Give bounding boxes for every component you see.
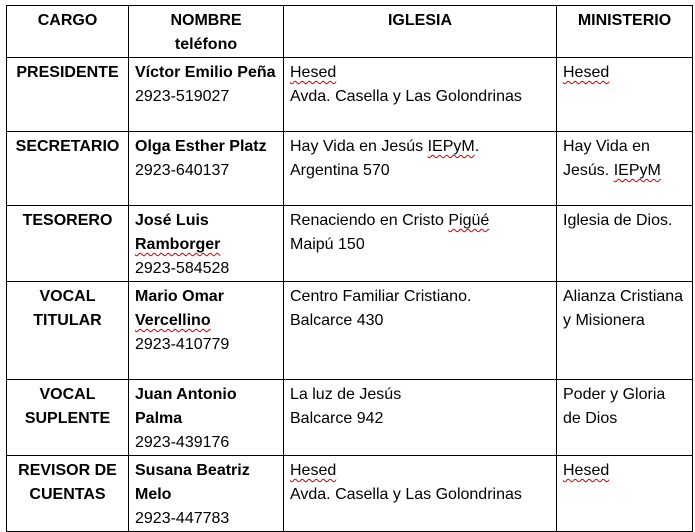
member-name: José Luis Ramborger [135, 212, 221, 253]
member-name: Mario Omar Vercellino [135, 288, 224, 329]
cargo-text: TESORERO [22, 212, 113, 229]
iglesia-cell [284, 282, 557, 380]
ministerio-cell [557, 282, 693, 380]
iglesia-text: Centro Familiar Cristiano. [290, 288, 472, 305]
ministerio-cell [557, 206, 693, 282]
member-phone: 2923-439176 [135, 434, 230, 451]
iglesia-text: Hesed [290, 462, 337, 479]
cargo-cell [7, 132, 129, 206]
ministerio-cell [557, 132, 693, 206]
header-cargo: CARGO [7, 6, 129, 58]
header-nombre-line1: NOMBRE [170, 12, 242, 29]
cargo-cell [7, 282, 129, 380]
header-nombre-line2: teléfono [174, 36, 238, 53]
member-name: Juan Antonio Palma [135, 386, 237, 427]
member-name: Olga Esther Platz [135, 138, 267, 155]
cargo-text: VOCAL [39, 288, 96, 305]
member-phone: 2923-447783 [135, 510, 230, 527]
nombre-cell [129, 456, 284, 532]
ministerio-cell [557, 380, 693, 456]
iglesia-text: Argentina 570 [290, 162, 390, 179]
member-phone: 2923-519027 [135, 88, 230, 105]
nombre-cell [129, 282, 284, 380]
table-row [7, 58, 693, 132]
table-row [7, 456, 693, 532]
member-name: Víctor Emilio Peña [135, 64, 276, 81]
iglesia-cell [284, 380, 557, 456]
cargo-text: CUENTAS [29, 486, 106, 503]
iglesia-text: Avda. Casella y Las Golondrinas [290, 88, 522, 105]
iglesia-text: Hesed [290, 64, 337, 81]
iglesia-text: Balcarce 942 [290, 410, 384, 427]
table-row [7, 282, 693, 380]
iglesia-cell [284, 58, 557, 132]
cargo-cell [7, 380, 129, 456]
iglesia-cell [284, 456, 557, 532]
ministerio-cell [557, 456, 693, 532]
iglesia-text: La luz de Jesús [290, 386, 402, 403]
header-row [7, 6, 693, 58]
iglesia-text: Renaciendo en Cristo Pigüé [290, 212, 490, 229]
iglesia-text: Avda. Casella y Las Golondrinas [290, 486, 522, 503]
cargo-text: PRESIDENTE [16, 64, 119, 81]
member-name: Susana Beatriz Melo [135, 462, 250, 503]
ministerio-text: Iglesia de Dios. [563, 212, 673, 229]
iglesia-text: Balcarce 430 [290, 312, 384, 329]
cargo-cell [7, 456, 129, 532]
member-phone: 2923-584528 [135, 260, 230, 277]
iglesia-text: Maipú 150 [290, 236, 365, 253]
ministerio-text: Alianza Cristiana y Misionera [563, 288, 684, 329]
cargo-text: VOCAL [39, 386, 96, 403]
directory-table [6, 5, 693, 532]
cargo-text: REVISOR DE [18, 462, 117, 479]
table-row [7, 206, 693, 282]
cargo-text: SUPLENTE [24, 410, 111, 427]
member-phone: 2923-640137 [135, 162, 230, 179]
nombre-cell [129, 206, 284, 282]
iglesia-cell [284, 132, 557, 206]
cargo-cell [7, 206, 129, 282]
ministerio-text: Hesed [563, 64, 610, 81]
header-ministerio: MINISTERIO [557, 6, 693, 58]
iglesia-cell [284, 206, 557, 282]
ministerio-text: Hay Vida en Jesús. IEPyM [563, 138, 661, 179]
ministerio-cell [557, 58, 693, 132]
table-row [7, 380, 693, 456]
nombre-cell [129, 132, 284, 206]
cargo-text: SECRETARIO [15, 138, 120, 155]
cargo-text: TITULAR [33, 312, 102, 329]
header-nombre [129, 6, 284, 58]
member-phone: 2923-410779 [135, 336, 230, 353]
nombre-cell [129, 380, 284, 456]
ministerio-text: Hesed [563, 462, 610, 479]
table-row [7, 132, 693, 206]
ministerio-text: Poder y Gloria de Dios [563, 386, 666, 427]
header-iglesia: IGLESIA [284, 6, 557, 58]
iglesia-text: Hay Vida en Jesús IEPyM. [290, 138, 480, 155]
cargo-cell [7, 58, 129, 132]
nombre-cell [129, 58, 284, 132]
